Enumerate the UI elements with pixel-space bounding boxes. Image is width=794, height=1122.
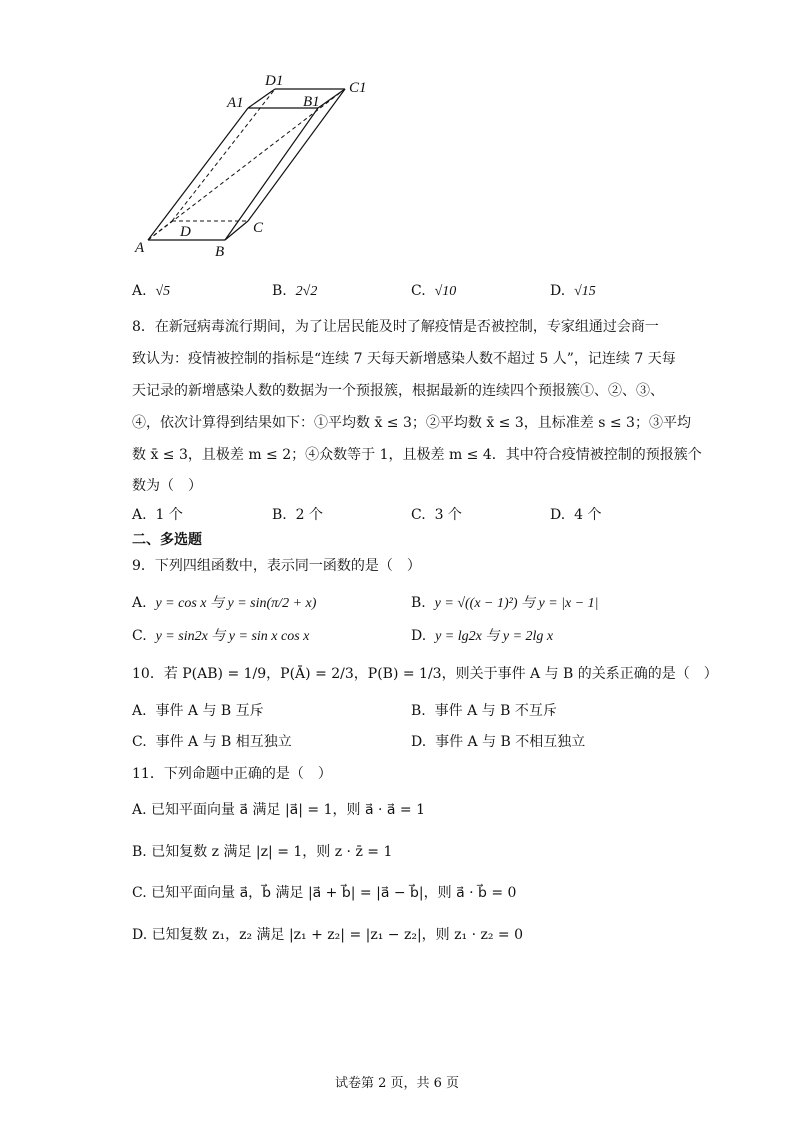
edge-b-b1 [225,108,318,240]
q8-option-d: D. 4 个 [550,507,602,523]
q8-line-3: 天记录的新增感染人数的数据为一个预报簇，根据最新的连续四个预报簇①、②、③、 [132,383,664,399]
page-footer: 试卷第 2 页，共 6 页 [334,1076,460,1091]
q11-option-b: B. 已知复数 z 满足 |z| = 1，则 z · z̄ = 1 [132,844,393,860]
q8-option-b: B. 2 个 [272,507,324,523]
q10-option-b: B. 事件 A 与 B 不互斥 [411,703,557,719]
q9-option-b: B. y = √((x − 1)²) 与 y = |x − 1| [411,595,599,611]
edge-a1-d1 [248,89,275,108]
q8-line-1: 8．在新冠病毒流行期间，为了让居民能及时了解疫情是否被控制，专家组通过会商一 [132,319,659,335]
q9-option-c: C. y = sin2x 与 y = sin x cos x [132,628,310,644]
edge-c-c1 [248,89,345,221]
q10-option-a: A. 事件 A 与 B 互斥 [132,703,264,719]
q8-option-c: C. 3 个 [411,507,462,523]
q9-option-a: A. y = cos x 与 y = sin(π/2 + x) [132,595,317,611]
q7-option-b: B. 2√2 [272,283,318,299]
parallelepiped-figure [120,60,390,270]
edge-a-a1 [148,108,248,240]
q10-option-d: D. 事件 A 与 B 不相互独立 [411,734,586,750]
label-c1: C1 [349,80,367,96]
q8-line-4: ④，依次计算得到结果如下：①平均数 x̄ ≤ 3；②平均数 x̄ ≤ 3，且标准差 s ≤ 3；③平均 [132,415,691,431]
q9-stem: 9．下列四组函数中，表示同一函数的是（ ） [132,558,421,574]
label-a1: A1 [227,95,244,111]
q11-option-c: C. 已知平面向量 a⃗，b⃗ 满足 |a⃗ + b⃗| = |a⃗ − b⃗|，则 a⃗ · b⃗ = 0 [132,885,517,901]
q8-line-6: 数为（ ） [132,478,202,494]
label-b: B [215,244,225,260]
q11-option-a: A. 已知平面向量 a⃗ 满足 |a⃗| = 1，则 a⃗ · a⃗ = 1 [132,802,425,818]
q8-option-a: A. 1 个 [132,507,183,523]
q9-option-d: D. y = lg2x 与 y = 2lg x [411,628,554,644]
q10-stem: 10．若 P(AB) = 1/9，P(Ā) = 2/3，P(B) = 1/3，则关于事件 A 与 B 的关系正确的是（ ） [132,666,718,682]
q7-option-d: D. √15 [550,283,596,299]
q7-option-c: C. √10 [411,283,457,299]
label-d: D [180,224,191,240]
label-c: C [253,220,264,236]
q8-line-5: 数 x̄ ≤ 3，且极差 m ≤ 2；④众数等于 1，且极差 m ≤ 4．其中符合疫情被控制的预报簇个 [132,447,702,463]
label-d1: D1 [265,73,284,89]
section-heading-multiple-choice: 二、多选题 [132,532,202,548]
edge-b1-c1 [318,89,345,108]
q7-option-a: A. √5 [132,283,171,299]
q11-option-d: D. 已知复数 z₁，z₂ 满足 |z₁ + z₂| = |z₁ − z₂|，则 z₁ · z₂ = 0 [132,927,523,943]
q10-option-c: C. 事件 A 与 B 相互独立 [132,734,292,750]
q8-line-2: 致认为：疫情被控制的指标是“连续 7 天每天新增感染人数不超过 5 人”，记连续 7 天每 [132,351,676,367]
label-b1: B1 [303,94,320,110]
q11-stem: 11．下列命题中正确的是（ ） [132,766,332,782]
diagonal-a-c1-hidden [148,89,345,240]
label-a: A [135,240,145,256]
